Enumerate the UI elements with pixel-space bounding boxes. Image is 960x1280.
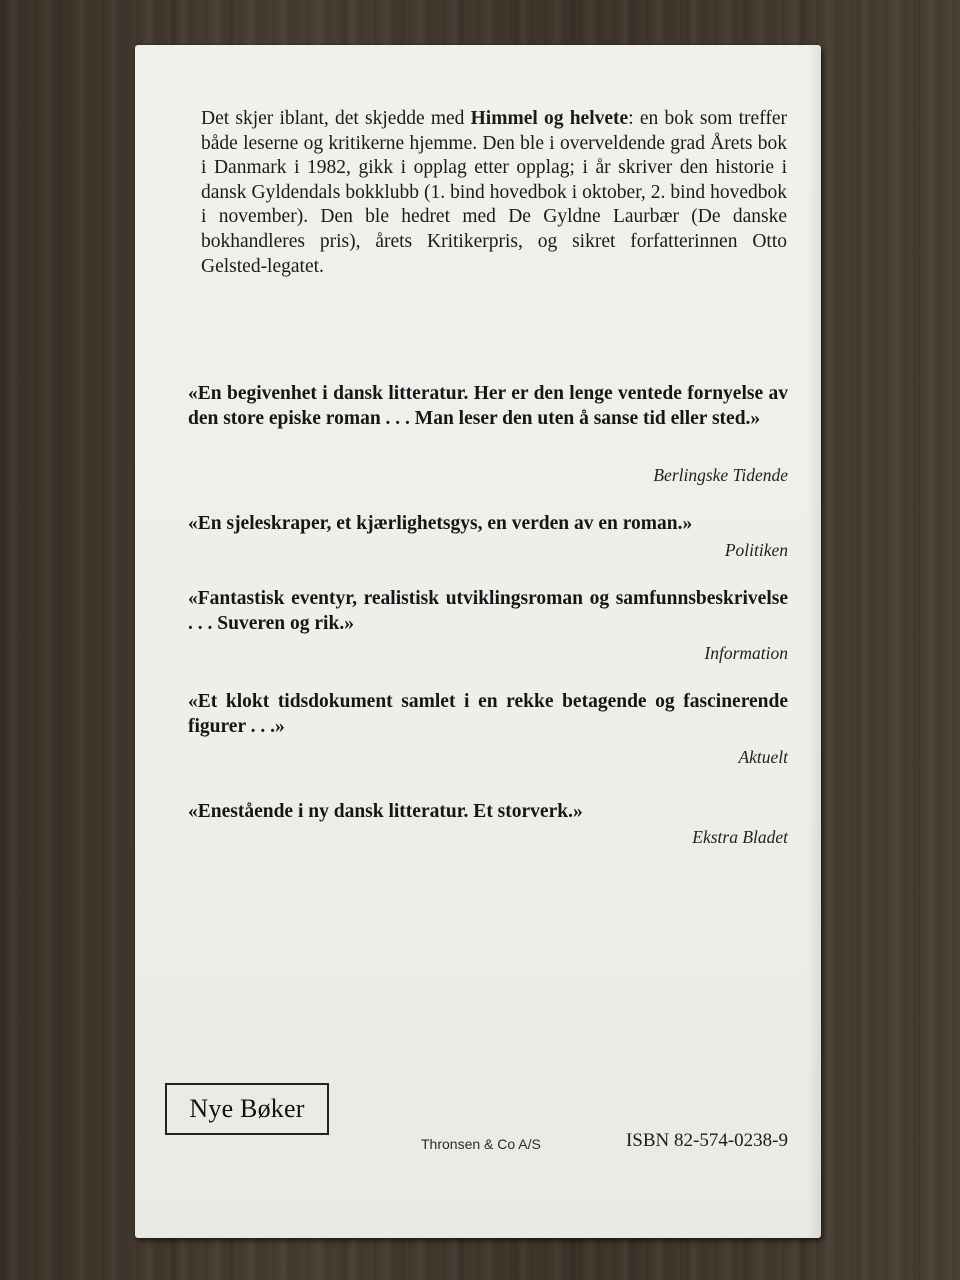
book-title: Himmel og helvete xyxy=(470,108,629,129)
book-back-cover xyxy=(135,45,821,1238)
publisher-name: Nye Bøker xyxy=(189,1094,305,1123)
review-source: Berlingske Tidende xyxy=(653,465,788,485)
review-quote: «En sjeleskraper, et kjærlighetsgys, en verden av en roman.» xyxy=(188,513,693,534)
review-quote: «En begivenhet i dansk litteratur. Her er den lenge ventede fornyelse av den store episke roman . . . Man leser den uten å sanse tid eller sted.» xyxy=(188,383,788,429)
printer-name: Thronsen & Co A/S xyxy=(421,1136,541,1152)
review-quote: «Et klokt tidsdokument samlet i en rekke betagende og fascinerende figurer . . .» xyxy=(188,691,788,737)
blurb-rest: : en bok som treffer både leserne og kritikerne hjemme. Den ble i overveldende grad Årets bok i Danmark i 1982, gikk i opplag etter opplag; i år skriver den historie i dansk Gyldendals bokklubb (1. bind hovedbok i oktober, 2. bind hovedbok i november). Den ble hedret med De Gyldne Laurbær (De danske bokhandleres pris), årets Kritikerpris, og sikret forfatterinnen Otto Gelsted-legatet. xyxy=(201,108,787,277)
publisher-logo xyxy=(165,1083,329,1135)
isbn-number: ISBN 82-574-0238-9 xyxy=(625,1130,788,1151)
review-quote: «Fantastisk eventyr, realistisk utviklingsroman og samfunnsbeskrivelse . . . Suveren og rik.» xyxy=(188,588,788,634)
book-blurb xyxy=(201,107,787,279)
review-quote: «Enestående i ny dansk litteratur. Et storverk.» xyxy=(188,801,583,822)
blurb-intro: Det skjer iblant, det skjedde med xyxy=(201,108,471,129)
review-source: Aktuelt xyxy=(738,747,788,767)
review-source: Information xyxy=(704,643,788,663)
review-source: Ekstra Bladet xyxy=(692,827,788,847)
review-source: Politiken xyxy=(724,540,788,560)
